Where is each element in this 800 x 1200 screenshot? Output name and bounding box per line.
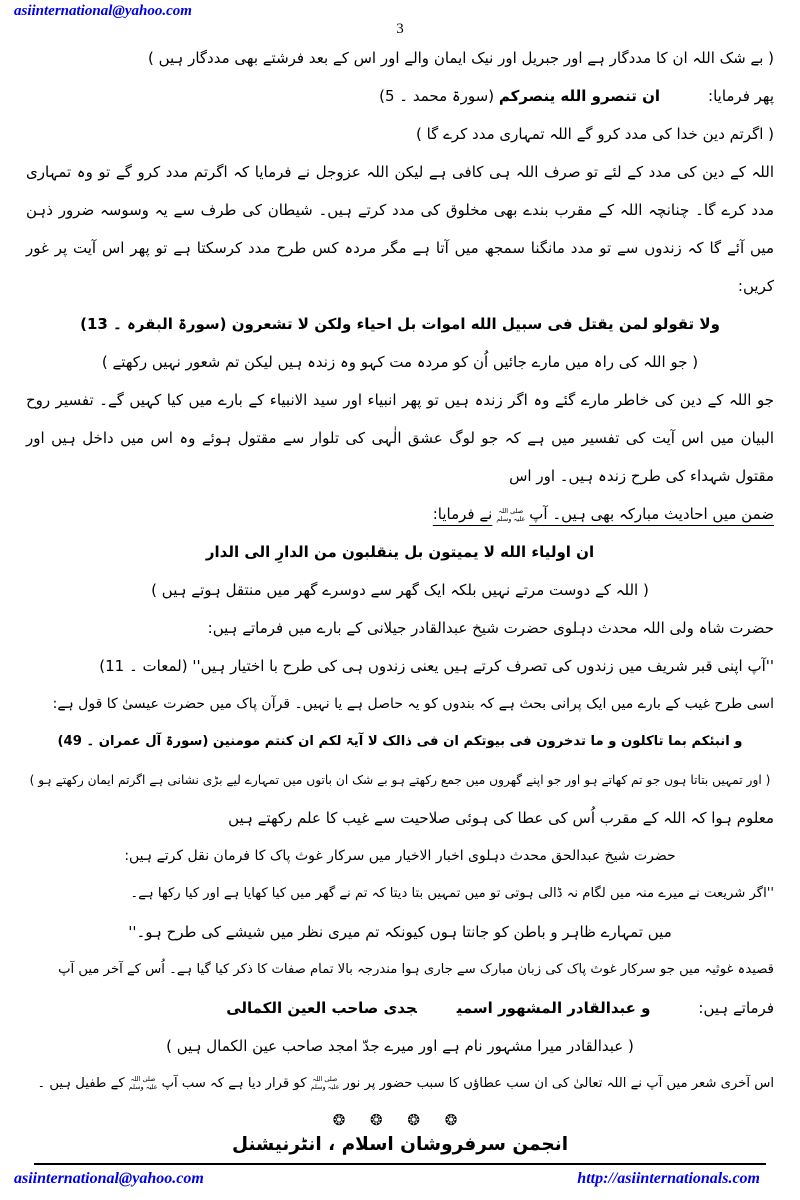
arabic-verse-3: و انبئکم بما تاکلون و ما تدخرون فی بیوتکم ان فی ذالک لا آیۃ لکم ان کنتم مومنین (سورۃ آل عمران ۔ 49) [57, 734, 743, 749]
arabic-verse-2: ولا تقولو لمن یقتل فی سبیل الله اموات بل احیاء ولکن لا تشعرون (سورۃ البقرہ ۔ 13) [80, 315, 720, 333]
hadith-intro-line [26, 495, 774, 533]
ghaus-quote-line-2: میں تمہارے ظاہر و باطن کو جانتا ہوں کیونکہ تم میری نظر میں شیشے کی طرح ہو۔'' [128, 923, 672, 941]
arabic-verse-1: ان تنصرو الله ینصرکم [498, 87, 661, 105]
durood-mark: صلی اللہ علیہ وسلم [310, 1074, 340, 1091]
shah-waliullah-line: حضرت شاہ ولی اللہ محدث دہلوی حضرت شیخ عبدالقادر جیلانی کے بارے میں فرماتے ہیں: [207, 619, 774, 637]
quran-citation-row-1 [26, 77, 774, 115]
couplet-first-hemistich: و عبدالقادر المشهور اسمی [456, 999, 651, 1017]
organization-title: انجمن سرفروشان اسلام ، انٹرنیشنل [231, 1134, 569, 1155]
intro-parenthetical-line: ( بے شک اللہ ان کا مددگار ہے اور جبریل اور نیک ایمان والے اور اس کے بعد فرشتے بھی مددگار ہیں ) [147, 49, 774, 67]
page-footer [0, 1130, 800, 1188]
verse-3-translation: ( اور تمہیں بتاتا ہوں جو تم کھاتے ہو اور جو اپنے گھروں میں جمع رکھتے ہو بے شک ان باتوں میں تمہارے لیے بڑی نشانی ہے اگرتم ایمان رکھتے ہو ) [29, 773, 771, 787]
couplet-translation: ( عبدالقادر میرا مشہور نام ہے اور میرے جدّ امجد صاحب عین الکمال ہیں ) [166, 1037, 634, 1055]
page-number: 3 [396, 21, 404, 37]
closing-paragraph: اس آخری شعر میں آپ نے اللہ تعالیٰ کی ان سب عطاؤں کا سبب حضور پر نورصلی اللہ علیہ وسلمکو قرار دیا ہے کہ سب آپصلی اللہ علیہ وسلمکے طفیل ہیں ۔ [37, 1074, 774, 1091]
paragraph-martyrs-alive: جو اللہ کے دین کی خاطر مارے گئے وہ اگر زندہ ہیں تو پھر انبیاء اور سید الانبیاء کے بارے میں کیا کہیں گے۔ تفسیر روح البیان میں اس آیت کی تفسیر میں ہے کہ جو لوگ عشق الٰہی کی تلوار سے مقتول ہوئے وہ اس میں داخل ہیں اور مقتول شہداء کی طرح زندہ ہیں۔ اور اس [26, 391, 774, 485]
qaseeda-ghausia-paragraph: قصیدہ غوثیہ میں جو سرکار غوث پاک کی زبان مبارک سے جاری ہوا مندرجہ بالا تمام صفات کا ذکر کیا گیا ہے۔ اُس کے آخر میں آپ [58, 962, 774, 977]
durood-mark: صلی اللہ علیہ وسلم [128, 1074, 158, 1091]
hadith-intro-underlined: ضمن میں احادیث مبارکہ بھی ہیں۔ آپصلی اللہ علیہ وسلمنے فرمایا: [432, 505, 774, 523]
maloom-line: معلوم ہوا کہ اللہ کے مقرب اُس کی عطا کی ہوئی صلاحیت سے غیب کا علم رکھتے ہیں [228, 809, 774, 827]
farmatay-hain-label: فرماتے ہیں: [698, 999, 774, 1017]
footer-url-link[interactable]: http://asiinternationals.com [577, 1170, 760, 1187]
ghaib-discussion-line: اسی طرح غیب کے بارے میں ایک پرانی بحث ہے کہ بندوں کو یہ حاصل ہے یا نہیں۔ قرآن پاک میں حضرت عیسیٰ کا قول ہے: [52, 696, 774, 712]
couplet-second-hemistich: جدی صاحب العین الکمالی [226, 999, 417, 1017]
phir-farmaya-label: پھر فرمایا: [708, 87, 774, 105]
header-email-link[interactable]: asiinternational@yahoo.com [14, 3, 192, 19]
verse-2-translation: ( جو اللہ کی راہ میں مارے جائیں اُن کو مردہ مت کہو وہ زندہ ہیں لیکن تم شعور نہیں رکھتے ) [101, 353, 699, 371]
hadith-translation: ( اللہ کے دوست مرتے نہیں بلکہ ایک گھر سے دوسرے گھر میں منتقل ہوتے ہیں ) [151, 581, 649, 599]
lamaat-quote-line: ''آپ اپنی قبر شریف میں زندوں کی تصرف کرتے ہیں یعنی زندوں ہی کی طرح با اختیار ہیں'' (لمعات ۔ 11) [99, 657, 774, 675]
verse-1-translation: ( اگرتم دین خدا کی مدد کرو گے اللہ تمہاری مدد کرے گا ) [415, 125, 774, 143]
abdul-haq-line: حضرت شیخ عبدالحق محدث دہلوی اخبار الاخیار میں سرکار غوث پاک کا فرمان نقل کرتے ہیں: [124, 848, 676, 864]
verse-1-reference: (سورۃ محمد ۔ 5) [379, 87, 495, 105]
paragraph-help-of-allah: اللہ کے دین کی مدد کے لئے تو صرف اللہ ہی کافی ہے لیکن اللہ عزوجل نے فرمایا کہ اگرتم مدد کرو گے تو وہ تمہاری مدد کرے گا۔ چنانچہ اللہ کے مقرب بندے بھی مخلوق کی مدد کرتے ہیں۔ شیطان کی طرف سے یہ وسوسہ ضرور ذہن میں آئے گا کہ زندوں سے تو مدد مانگنا سمجھ میں آتا ہے مگر مردہ کس طرح مدد کرسکتا ہے تو پھر اس آیت پر غور کریں: [26, 163, 774, 295]
ornament-stars: ❂ ❂ ❂ ❂ [332, 1111, 468, 1129]
hadith-arabic: ان اولیاء الله لا یمیتون بل ینقلبون من الدارِ الی الدار [205, 543, 595, 561]
footer-email-link[interactable]: asiinternational@yahoo.com [14, 1170, 204, 1187]
durood-mark: صلی اللہ علیہ وسلم [496, 506, 526, 523]
couplet-row [26, 989, 774, 1027]
ghaus-quote-line-1: ''اگر شریعت نے میرے منہ میں لگام نہ ڈالی ہوتی تو میں تمہیں بتا دیتا کہ تم نے گھر میں کیا کھایا ہے اور کیا رکھا ہے۔ [130, 886, 774, 901]
